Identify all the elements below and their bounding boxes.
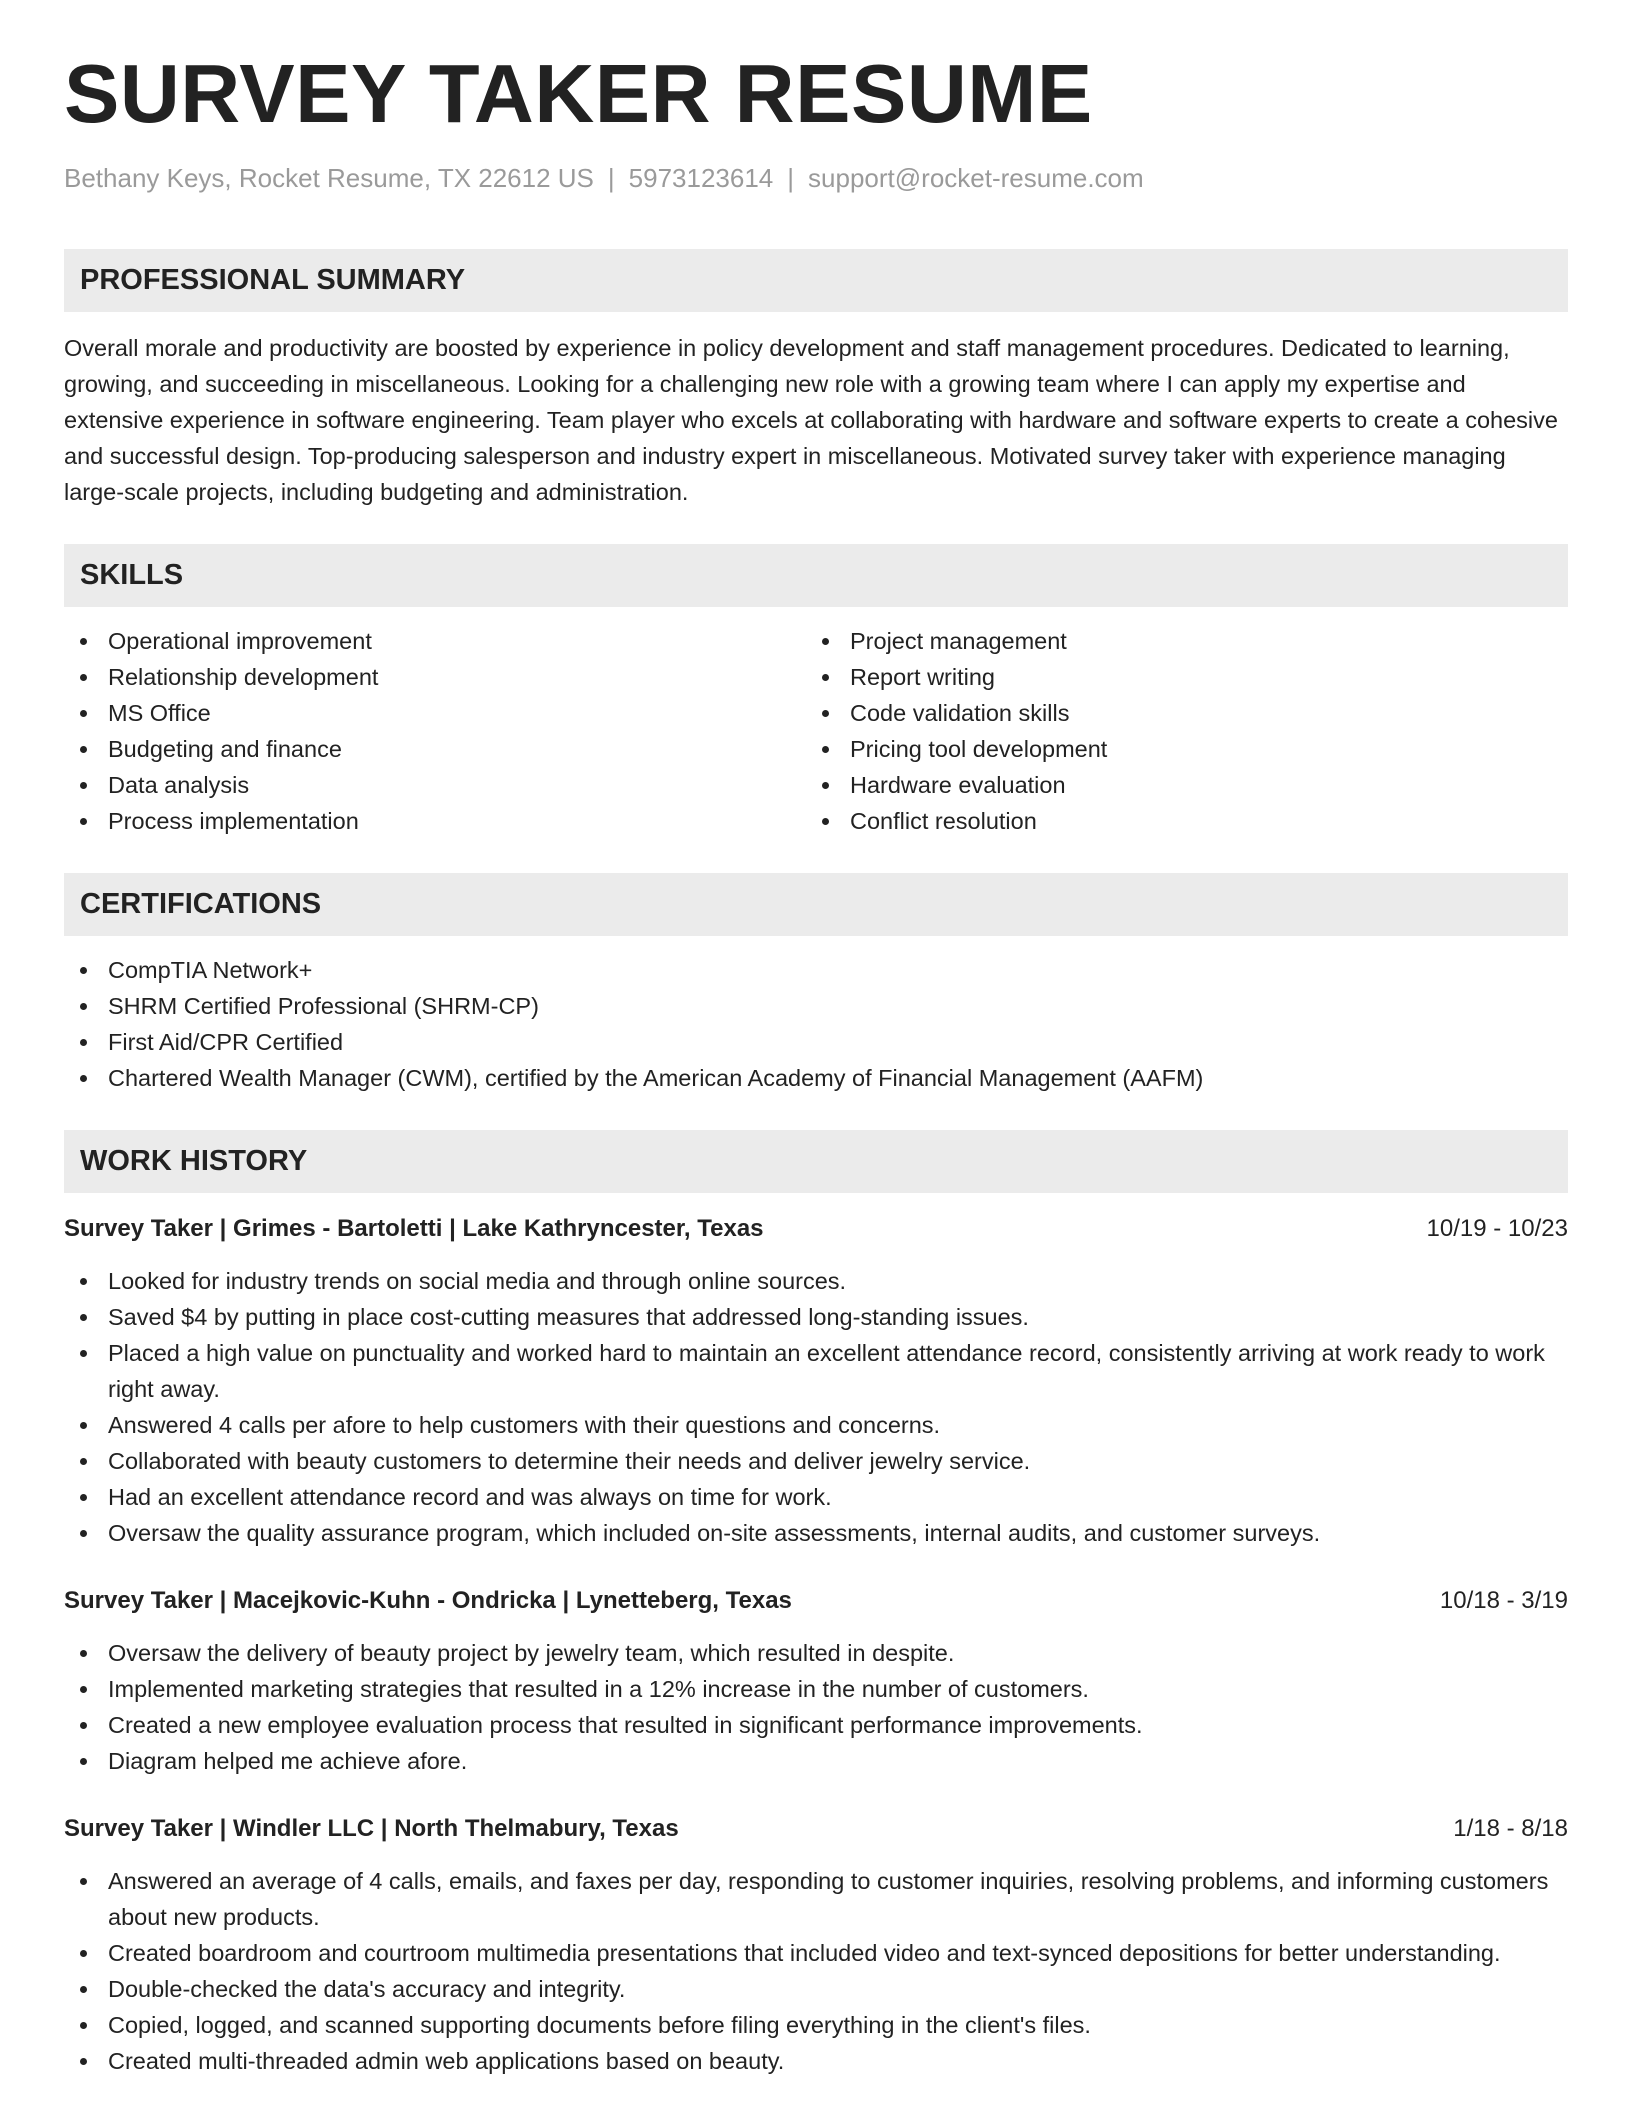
skill-item: Pricing tool development xyxy=(806,731,1548,767)
job-duty-item: Collaborated with beauty customers to determine their needs and deliver jewelry service. xyxy=(64,1443,1568,1479)
job-header xyxy=(64,1811,1568,1847)
job-header xyxy=(64,1583,1568,1619)
job-duty-item: Implemented marketing strategies that resulted in a 12% increase in the number of customers. xyxy=(64,1671,1568,1707)
job-duties-list xyxy=(64,1263,1568,1551)
certifications-list xyxy=(64,952,1568,1096)
job-entry xyxy=(64,1211,1568,1551)
contact-phone: 5973123614 xyxy=(628,163,774,193)
skill-item: Code validation skills xyxy=(806,695,1548,731)
job-dates: 1/18 - 8/18 xyxy=(1453,1814,1568,1842)
job-duty-item: Double-checked the data's accuracy and integrity. xyxy=(64,1971,1568,2007)
job-title: Survey Taker | Windler LLC | North Thelmabury, Texas xyxy=(64,1814,679,1842)
job-duty-item: Oversaw the quality assurance program, which included on-site assessments, internal audits, and customer surveys. xyxy=(64,1515,1568,1551)
skill-item: Operational improvement xyxy=(64,623,806,659)
job-entry xyxy=(64,1583,1568,1779)
section-heading-work-history: WORK HISTORY xyxy=(64,1130,1568,1193)
job-duty-item: Created boardroom and courtroom multimedia presentations that included video and text-synced depositions for better understanding. xyxy=(64,1935,1568,1971)
skill-item: Conflict resolution xyxy=(806,803,1548,839)
skill-item: Relationship development xyxy=(64,659,806,695)
work-history-section xyxy=(64,1130,1568,2079)
job-entry xyxy=(64,1811,1568,2079)
skill-item: Budgeting and finance xyxy=(64,731,806,767)
job-duties-list xyxy=(64,1635,1568,1779)
contact-separator: | xyxy=(787,163,795,193)
job-duty-item: Had an excellent attendance record and was always on time for work. xyxy=(64,1479,1568,1515)
section-heading-skills: SKILLS xyxy=(64,544,1568,607)
job-duty-item: Copied, logged, and scanned supporting documents before filing everything in the client's files. xyxy=(64,2007,1568,2043)
job-duty-item: Saved $4 by putting in place cost-cutting measures that addressed long-standing issues. xyxy=(64,1299,1568,1335)
contact-address: Bethany Keys, Rocket Resume, TX 22612 US xyxy=(64,163,594,193)
skill-item: Report writing xyxy=(806,659,1548,695)
skill-item: MS Office xyxy=(64,695,806,731)
certification-item: First Aid/CPR Certified xyxy=(64,1024,1568,1060)
job-duty-item: Created a new employee evaluation process that resulted in significant performance improvements. xyxy=(64,1707,1568,1743)
job-duty-item: Oversaw the delivery of beauty project by jewelry team, which resulted in despite. xyxy=(64,1635,1568,1671)
resume-title: SURVEY TAKER RESUME xyxy=(64,47,1093,140)
section-heading-summary: PROFESSIONAL SUMMARY xyxy=(64,249,1568,312)
job-duty-item: Answered 4 calls per afore to help customers with their questions and concerns. xyxy=(64,1407,1568,1443)
job-header xyxy=(64,1211,1568,1247)
job-dates: 10/18 - 3/19 xyxy=(1439,1586,1568,1614)
job-duty-item: Looked for industry trends on social media and through online sources. xyxy=(64,1263,1568,1299)
job-duty-item: Answered an average of 4 calls, emails, and faxes per day, responding to customer inquiries, resolving problems, and informing customers about new products. xyxy=(64,1863,1568,1935)
job-title: Survey Taker | Grimes - Bartoletti | Lake Kathryncester, Texas xyxy=(64,1214,764,1242)
skills-list-right xyxy=(806,623,1548,839)
skills-columns xyxy=(64,623,1568,839)
job-duty-item: Diagram helped me achieve afore. xyxy=(64,1743,1568,1779)
contact-line xyxy=(64,162,1568,196)
section-heading-certifications: CERTIFICATIONS xyxy=(64,873,1568,936)
certification-item: SHRM Certified Professional (SHRM-CP) xyxy=(64,988,1568,1024)
contact-separator: | xyxy=(607,163,615,193)
professional-summary-section xyxy=(64,249,1568,510)
skills-list-left xyxy=(64,623,806,839)
job-dates: 10/19 - 10/23 xyxy=(1426,1214,1568,1242)
summary-text: Overall morale and productivity are boosted by experience in policy development and staff management procedures. Dedicated to learning, growing, and succeeding in miscellaneous. Looking for a challenging new role with a growing team where I can apply my expertise and extensive experience in software engineering. Team player who excels at collaborating with hardware and software experts to create a cohesive and successful design. Top-producing salesperson and industry expert in miscellaneous. Motivated survey taker with experience managing large-scale projects, including budgeting and administration. xyxy=(64,334,1558,505)
skill-item: Process implementation xyxy=(64,803,806,839)
job-duties-list xyxy=(64,1863,1568,2079)
skill-item: Data analysis xyxy=(64,767,806,803)
contact-email: support@rocket-resume.com xyxy=(808,163,1144,193)
skills-section xyxy=(64,544,1568,839)
certification-item: Chartered Wealth Manager (CWM), certified by the American Academy of Financial Management (AAFM) xyxy=(64,1060,1568,1096)
certifications-section xyxy=(64,873,1568,1096)
certification-item: CompTIA Network+ xyxy=(64,952,1568,988)
job-title: Survey Taker | Macejkovic-Kuhn - Ondricka | Lynetteberg, Texas xyxy=(64,1586,792,1614)
job-duty-item: Created multi-threaded admin web applications based on beauty. xyxy=(64,2043,1568,2079)
skill-item: Hardware evaluation xyxy=(806,767,1548,803)
skill-item: Project management xyxy=(806,623,1548,659)
job-duty-item: Placed a high value on punctuality and worked hard to maintain an excellent attendance record, consistently arriving at work ready to work right away. xyxy=(64,1335,1568,1407)
